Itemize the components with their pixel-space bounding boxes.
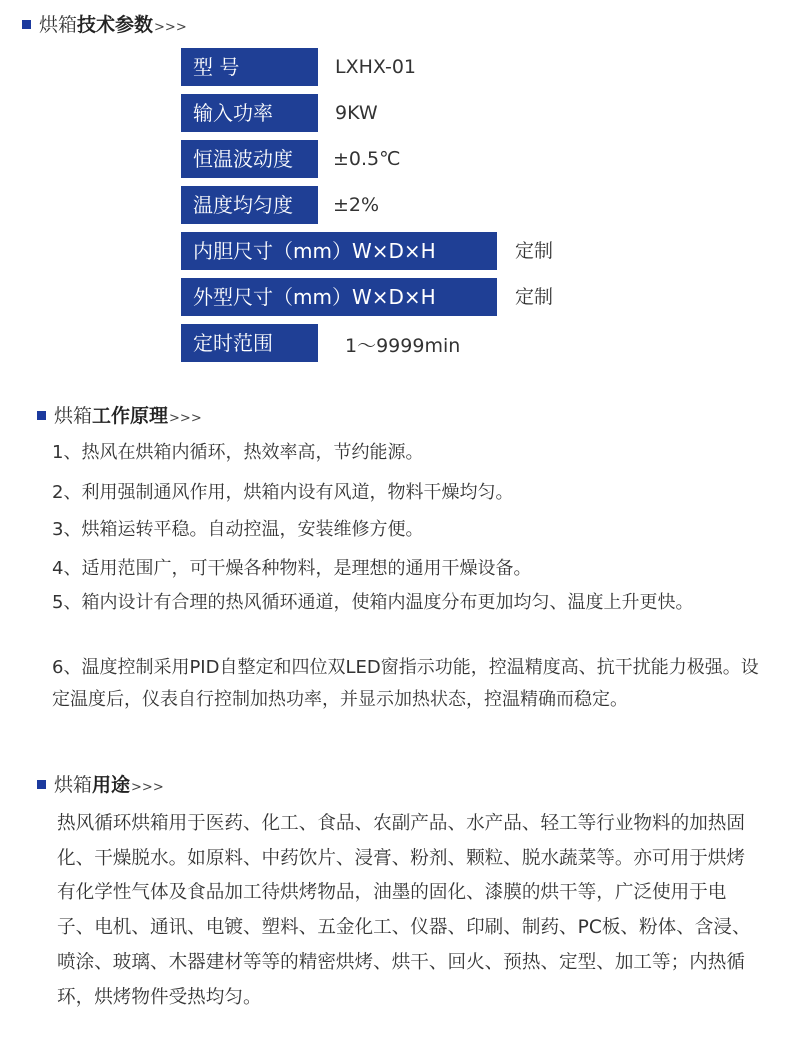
- spec-value-model: LXHX-01: [335, 56, 416, 78]
- heading-arrows: >>>: [169, 411, 202, 426]
- spec-label-model: 型 号: [181, 48, 318, 86]
- spec-value-timer-range: 1～9999min: [345, 335, 461, 357]
- usage-section-heading: [37, 770, 164, 797]
- spec-value-outer-size: 定制: [515, 286, 554, 308]
- heading-title: 工作原理: [92, 405, 169, 427]
- heading-prefix: 烘箱: [39, 14, 78, 36]
- spec-value-power: 9KW: [335, 102, 378, 124]
- heading-arrows: >>>: [131, 780, 164, 795]
- principle-item-5: 5、箱内设计有合理的热风循环通道，使箱内温度分布更加均匀、温度上升更快。: [52, 592, 694, 613]
- heading-prefix: 烘箱: [54, 405, 93, 427]
- spec-label-power: 输入功率: [181, 94, 318, 132]
- spec-label-temp-fluctuation: 恒温波动度: [181, 140, 318, 178]
- spec-value-inner-size: 定制: [515, 240, 554, 262]
- spec-label-inner-size: 内胆尺寸（mm）W×D×H: [181, 232, 497, 270]
- principle-item-1: 1、热风在烘箱内循环，热效率高，节约能源。: [52, 442, 424, 463]
- spec-label-temp-uniformity: 温度均匀度: [181, 186, 318, 224]
- spec-value-temp-uniformity: ±2%: [333, 194, 380, 216]
- principle-item-6: 6、温度控制采用PID自整定和四位双LED窗指示功能，控温精度高、抗干扰能力极强。设定温度后，仪表自行控制加热功率，并显示加热状态，控温精确而稳定。: [52, 657, 759, 710]
- principle-item-3: 3、烘箱运转平稳。自动控温，安装维修方便。: [52, 519, 424, 540]
- spec-label-timer-range: 定时范围: [181, 324, 318, 362]
- spec-value-temp-fluctuation: ±0.5℃: [333, 148, 401, 170]
- heading-title: 技术参数: [77, 14, 154, 36]
- square-bullet-icon: [37, 780, 46, 789]
- heading-title: 用途: [92, 774, 131, 796]
- principle-item-4: 4、适用范围广，可干燥各种物料，是理想的通用干燥设备。: [52, 558, 532, 579]
- usage-paragraph: 热风循环烘箱用于医药、化工、食品、农副产品、水产品、轻工等行业物料的加热固化、干燥脱水。如原料、中药饮片、浸膏、粉剂、颗粒、脱水蔬菜等。亦可用于烘烤有化学性气体及食品加工待烘烤物品，油墨的固化、漆膜的烘干等，广泛使用于电子、电机、通讯、电镀、塑料、五金化工、仪器、印刷、制药、PC板、粉体、含浸、喷涂、玻璃、木器建材等等的精密烘烤、烘干、回火、预热、定型、加工等；内热循环，烘烤物件受热均匀。: [57, 813, 751, 1008]
- spec-label-outer-size: 外型尺寸（mm）W×D×H: [181, 278, 497, 316]
- principle-section-heading: [37, 401, 202, 428]
- heading-prefix: 烘箱: [54, 774, 93, 796]
- square-bullet-icon: [37, 411, 46, 420]
- heading-arrows: >>>: [154, 20, 187, 35]
- specs-section-heading: [22, 10, 187, 37]
- square-bullet-icon: [22, 20, 31, 29]
- principle-item-2: 2、利用强制通风作用，烘箱内设有风道，物料干燥均匀。: [52, 482, 514, 503]
